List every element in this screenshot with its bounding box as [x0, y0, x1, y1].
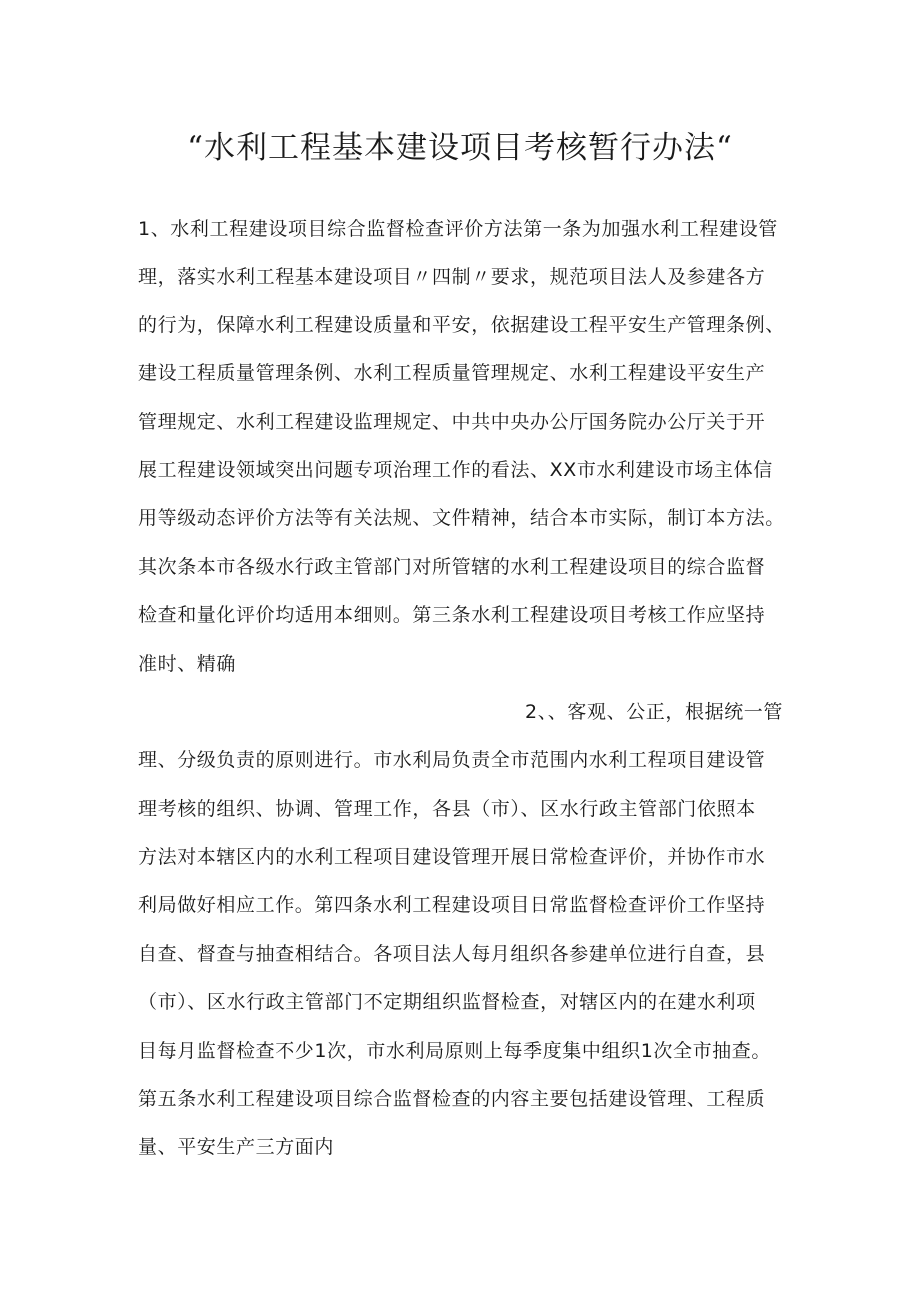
text-line: 用等级动态评价方法等有关法规、文件精神，结合本市实际，制订本方法。: [138, 507, 785, 529]
text-line: 其次条本市各级水行政主管部门对所管辖的水利工程建设项目的综合监督: [138, 556, 766, 578]
text-line: 准时、精确: [138, 653, 237, 675]
text-line: 的行为，保障水利工程建设质量和平安，依据建设工程平安生产管理条例、: [138, 314, 785, 336]
text-line: 管理规定、水利工程建设监理规定、中共中央办公厅国务院办公厅关于开: [138, 411, 766, 433]
text-line: 自查、督查与抽查相结合。各项目法人每月组织各参建单位进行自查，县: [138, 943, 766, 965]
text-line: 2、、客观、公正，根据统一管: [525, 701, 783, 723]
text-line: 量、平安生产三方面内: [138, 1136, 335, 1158]
text-line: 建设工程质量管理条例、水利工程质量管理规定、水利工程建设平安生产: [138, 362, 766, 384]
text-line: 方法对本辖区内的水利工程项目建设管理开展日常检查评价，并协作市水: [138, 846, 766, 868]
text-line: 第五条水利工程建设项目综合监督检查的内容主要包括建设管理、工程质: [138, 1088, 766, 1110]
text-line: 理、分级负责的原则进行。市水利局负责全市范围内水利工程项目建设管: [138, 749, 766, 771]
text-line: 展工程建设领域突出问题专项治理工作的看法、XX市水利建设市场主体信: [138, 459, 773, 481]
text-line: （市）、区水行政主管部门不定期组织监督检查，对辖区内的在建水利项: [138, 991, 756, 1013]
text-line: 理，落实水利工程基本建设项目〃四制〃要求，规范项目法人及参建各方: [138, 266, 766, 288]
document-title: “水利工程基本建设项目考核暂行办法“: [187, 130, 733, 166]
text-line: 目每月监督检查不少1次，市水利局原则上每季度集中组织1次全市抽查。: [138, 1040, 771, 1062]
text-line: 理考核的组织、协调、管理工作，各县（市）、区水行政主管部门依照本: [138, 798, 756, 820]
text-line: 1、水利工程建设项目综合监督检查评价方法第一条为加强水利工程建设管: [138, 218, 778, 240]
text-line: 利局做好相应工作。第四条水利工程建设项目日常监督检查评价工作坚持: [138, 894, 766, 916]
text-line: 检查和量化评价均适用本细则。第三条水利工程建设项目考核工作应坚持: [138, 604, 766, 626]
